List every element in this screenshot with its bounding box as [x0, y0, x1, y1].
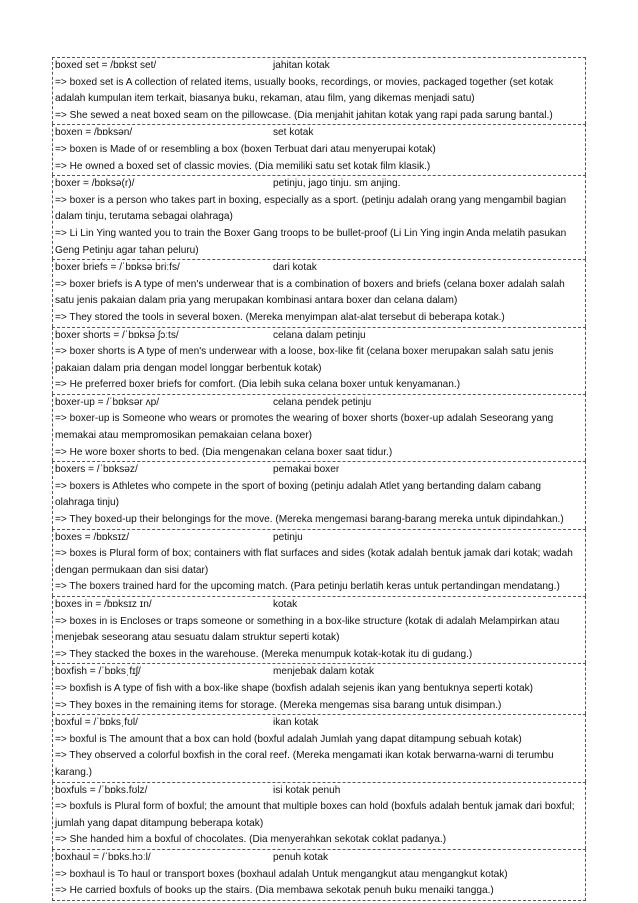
- entry-example: => They boxed-up their belongings for the move. (Mereka mengemasi barang-barang mereka untuk dipindahkan.): [55, 514, 564, 526]
- entry-term: boxfish = /ˈbɒksˌfɪʃ/: [55, 666, 141, 678]
- entry-term: boxes in = /bɒksɪz ɪn/: [55, 599, 152, 610]
- entry-example: => He wore boxer shorts to bed. (Dia mengenakan celana boxer saat tidur.): [55, 446, 393, 458]
- entry-term: boxer = /bɒksə(r)/: [55, 178, 135, 190]
- entry-translation: dari kotak: [273, 262, 317, 274]
- entry-definition: => boxhaul is To haul or transport boxes (boxhaul adalah Untuk mengangkut atau mengangkut kotak): [55, 868, 508, 880]
- entry-header: [55, 260, 583, 277]
- entry-definition: => boxer-up is Someone who wears or promotes the wearing of boxer shorts (boxer-up adalah Seseorang yang memakai atau mempromosikan pemakaian celana boxer): [55, 413, 554, 442]
- entry-term: boxhaul = /ˈbɒks.hɔːl/: [55, 851, 151, 863]
- entry-definition: => boxer is a person who takes part in boxing, especially as a sport. (petinju adalah orang yang mengambil bagian dalam tinju, terutama sebagai olahraga): [55, 194, 567, 223]
- entry-definition: => boxen is Made of or resembling a box (boxen Terbuat dari atau menyerupai kotak): [55, 143, 436, 155]
- entry-header: [55, 850, 583, 867]
- entry-boxen: [52, 124, 586, 175]
- entry-boxes-in: [52, 596, 586, 663]
- entry-definition: => boxful is The amount that a box can hold (boxful adalah Jumlah yang dapat ditampung sebuah kotak): [55, 733, 522, 745]
- entry-term: boxed set = /bɒkst set/: [55, 60, 157, 71]
- entry-term: boxful = /ˈbɒksˌfʊl/: [55, 717, 138, 729]
- entry-term: boxer-up = /ˈbɒksər ʌp/: [55, 396, 160, 408]
- entry-boxer-shorts: [52, 327, 586, 394]
- entry-example: => They stored the tools in several boxen. (Mereka menyimpan alat-alat tersebut di beberapa kotak.): [55, 311, 505, 323]
- entry-example: => They observed a colorful boxfish in the coral reef. (Mereka mengamati ikan kotak berwarna-warni di terumbu karang.): [55, 750, 554, 778]
- entry-translation: menjebak dalam kotak: [273, 666, 374, 678]
- entry-example: => Li Lin Ying wanted you to train the Boxer Gang troops to be bullet-proof (Li Lin Ying ingin Anda melatih pasukan Geng Petinju agar tahan peluru): [55, 227, 567, 256]
- entry-example: => He carried boxfuls of books up the stairs. (Dia membawa sekotak penuh buku menaiki tangga.): [55, 885, 494, 897]
- entry-definition: => boxfish is A type of fish with a box-like shape (boxfish adalah sejenis ikan yang bentuknya seperti kotak): [55, 682, 534, 694]
- entry-boxed-set: [52, 57, 586, 124]
- entry-definition: => boxer shorts is A type of men's underwear with a loose, box-like fit (celana boxer merupakan salah satu jenis pakaian dalam pria dengan model longgar berbentuk kotak): [55, 346, 554, 374]
- entry-definition: => boxer briefs is A type of men's underwear that is a combination of boxers and briefs (celana boxer adalah salah satu jenis pakaian dalam pria yang merupakan kombinasi antara boxer dan celana dalam): [55, 278, 565, 307]
- entry-boxfuls: [52, 782, 586, 849]
- entry-header: [55, 462, 583, 479]
- entry-translation: celana pendek petinju: [273, 396, 372, 408]
- entry-term: boxes = /bɒksɪz/: [55, 531, 130, 543]
- entry-header: [55, 328, 583, 345]
- entry-translation: petinju: [273, 531, 303, 543]
- entry-boxhaul: [52, 849, 586, 901]
- entry-example: => They stacked the boxes in the warehouse. (Mereka menumpuk kotak-kotak itu di gudang.): [55, 648, 473, 660]
- entry-translation: petinju, jago tinju. sm anjing.: [273, 178, 401, 190]
- entry-term: boxers = /ˈbɒksəz/: [55, 464, 138, 476]
- entry-translation: celana dalam petinju: [273, 329, 366, 341]
- entry-example: => She handed him a boxful of chocolates. (Dia menyerahkan sekotak coklat padanya.): [55, 834, 447, 846]
- entry-example: => The boxers trained hard for the upcoming match. (Para petinju berlatih keras untuk pertandingan mendatang.): [55, 581, 560, 593]
- entry-header: [55, 176, 583, 193]
- entry-definition: => boxfuls is Plural form of boxful; the amount that multiple boxes can hold (boxfuls adalah bentuk jamak dari boxful; jumlah yang dapat ditampung beberapa kotak): [55, 801, 575, 829]
- entry-boxer-up: [52, 394, 586, 461]
- entry-definition: => boxes in is Encloses or traps someone or something in a box-like structure (kotak di adalah Melampirkan atau menjebak seseorang atau sesuatu dalam struktur seperti kotak): [55, 615, 560, 644]
- entry-translation: penuh kotak: [273, 851, 328, 863]
- entry-header: [55, 597, 583, 614]
- entry-header: [55, 530, 583, 547]
- entry-example: => She sewed a neat boxed seam on the pillowcase. (Dia menjahit jahitan kotak yang rapi pada sarung bantal.): [55, 109, 553, 121]
- entry-definition: => boxes is Plural form of box; containers with flat surfaces and sides (kotak adalah bentuk jamak dari kotak; wadah dengan permukaan dan sisi datar): [55, 548, 573, 576]
- entry-boxers: [52, 461, 586, 528]
- entry-translation: isi kotak penuh: [273, 784, 341, 796]
- entry-translation: jahitan kotak: [273, 60, 330, 71]
- entry-example: => He preferred boxer briefs for comfort. (Dia lebih suka celana boxer untuk kenyamanan.): [55, 379, 461, 391]
- entry-term: boxer briefs = /ˈbɒksə briːfs/: [55, 262, 180, 274]
- entry-header: [55, 395, 583, 412]
- entry-boxer-briefs: [52, 259, 586, 326]
- entry-translation: set kotak: [273, 127, 314, 139]
- entry-header: [55, 664, 583, 681]
- entry-example: => They boxes in the remaining items for storage. (Mereka mengemas sisa barang untuk disimpan.): [55, 699, 502, 711]
- entry-definition: => boxers is Athletes who compete in the sport of boxing (petinju adalah Atlet yang bertanding dalam cabang olahraga tinju): [55, 480, 541, 509]
- glossary-page: [52, 57, 586, 901]
- entry-translation: ikan kotak: [273, 717, 319, 729]
- entry-term: boxfuls = /ˈbɒks.fʊlz/: [55, 784, 148, 796]
- entry-term: boxer shorts = /ˈbɒksə ʃɔːts/: [55, 329, 179, 341]
- entry-header: [55, 58, 583, 75]
- entry-term: boxen = /bɒksən/: [55, 127, 133, 139]
- entry-header: [55, 125, 583, 142]
- entry-boxes: [52, 529, 586, 596]
- entry-definition: => boxed set is A collection of related items, usually books, recordings, or movies, packaged together (set kotak adalah kumpulan item terkait, biasanya buku, rekaman, atau film, yang dikemas menjadi satu): [55, 76, 554, 105]
- entry-example: => He owned a boxed set of classic movies. (Dia memiliki satu set kotak film klasik.): [55, 160, 431, 172]
- entry-boxer: [52, 175, 586, 259]
- entry-boxfish: [52, 663, 586, 714]
- entry-translation: kotak: [273, 599, 298, 610]
- entry-header: [55, 715, 583, 732]
- entry-translation: pemakai boxer: [273, 464, 340, 476]
- entry-header: [55, 783, 583, 800]
- entry-boxful: [52, 714, 586, 781]
